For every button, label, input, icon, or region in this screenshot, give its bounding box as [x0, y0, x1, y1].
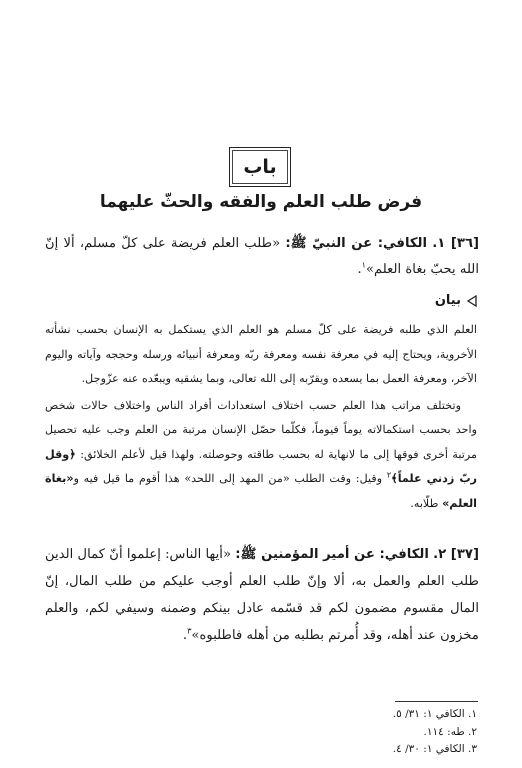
quran-quote: ﴿وقل ربّ زدني علماً﴾: [45, 447, 477, 485]
footnote-ref: ١: [361, 260, 366, 270]
bayan-paragraph-2: [45, 394, 477, 517]
hadith-end: .: [357, 262, 362, 277]
hadith-end: .: [182, 628, 188, 643]
bayan-text: طلّابه.: [410, 496, 443, 510]
bayan-text: وقيل: وقت الطلب «من المهد إلى اللحد» هذا أقوم ما قيل فيه و: [73, 472, 387, 485]
chapter-title: فرض طلب العلم والفقه والحثّ عليهما: [99, 192, 423, 212]
hadith-number: [٣٦] ١.: [432, 236, 480, 251]
footnote-3: ٣. الكافي ١: ٣٠/ ٤.: [392, 743, 477, 755]
bayan-heading: [435, 293, 477, 308]
bayan-title: بيان: [434, 293, 461, 308]
bayan-text: وتختلف مراتب هذا العلم حسب اختلاف استعدادات أفراد الناس واختلاف حالات شخص واحد بحسب استكمالاته يوماً فيوماً، فكلّما حصّل الإنسان مرتبة من العلم وجب عليه تحصيل مرتبة أخرى فوقها إلى ما لانهاية له بحسب طاقته وحوصلته. ولهذا قيل لأعلم الخلائق:: [45, 398, 477, 461]
hadith-source: الكافي: عن أمير المؤمنين ﷺ:: [235, 547, 429, 562]
footnote-ref: ٣: [187, 626, 192, 636]
chapter-label-box: [229, 147, 291, 187]
footnote-separator: [395, 701, 478, 702]
hadith-37: [45, 541, 479, 649]
hadith-number: [٣٧] ٢.: [433, 547, 479, 562]
quoted-phrase: «بغاة العلم»: [45, 472, 477, 510]
footnote-1: ١. الكافي ١: ٣١/ ٥.: [392, 708, 477, 720]
hadith-text: «طلب العلم فريضة على كلّ مسلم، ألا إنّ الله يحبّ بغاة العلم»: [45, 236, 479, 277]
bayan-commentary: [45, 318, 477, 516]
footnote-ref: ٢: [386, 470, 392, 480]
chapter-label: باب: [243, 156, 277, 178]
hadith-text: «أيها الناس: إعلموا أنّ كمال الدين طلب العلم والعمل به، ألا وإنّ طلب العلم أوجب عليكم من طلب المال، إنّ المال مقسوم مضمون لكم قد قسّمه عادل بينكم وضمنه وسيفي لكم، والعلم مخزون عند أهله، وقد أُمرتم بطلبه من أهله فاطلبوه»: [45, 547, 479, 643]
hadith-36: [45, 231, 479, 283]
triangle-pointer-icon: [467, 295, 477, 307]
hadith-source: الكافي: عن النبيّ ﷺ:: [285, 236, 428, 251]
bayan-paragraph-1: العلم الذي طلبه فريضة على كلّ مسلم هو العلم الذي يستكمل به الإنسان بحسب نشأته الأخروية، ويحتاج إليه في معرفة نفسه ومعرفة ربّه ومعرفة أنبيائه ورسله وحججه وآياته واليوم الآخر، ومعرفة العمل بما يسعده ويقرّبه إلى الله تعالى، وبما يشقيه ويبعّده عنه عزّوجل.: [45, 323, 477, 385]
footnotes: [230, 706, 477, 759]
footnote-2: ٢. طه: ١١٤.: [423, 725, 477, 738]
